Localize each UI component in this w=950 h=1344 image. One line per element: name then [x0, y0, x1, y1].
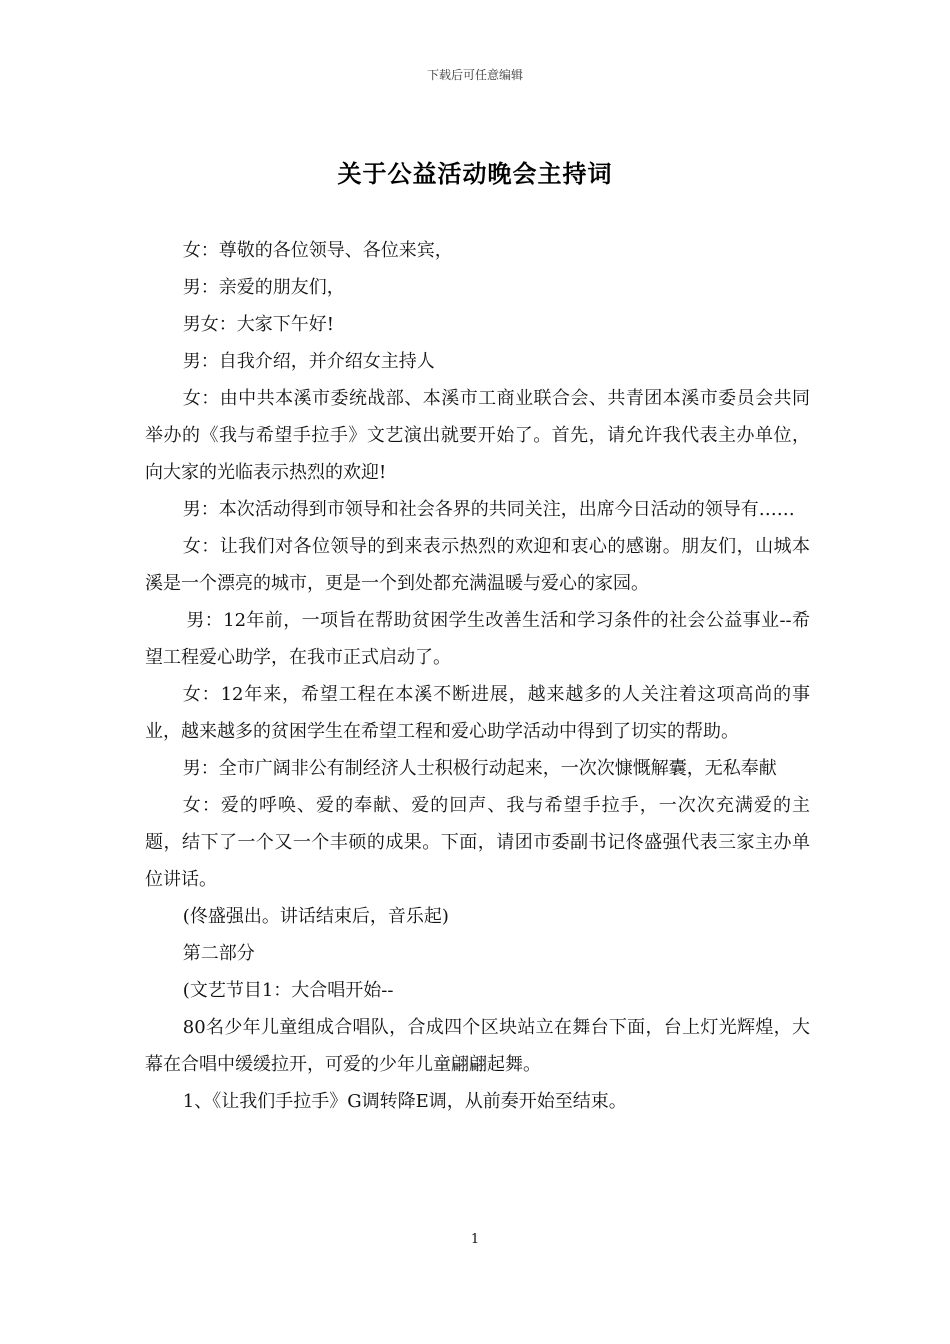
header-note: 下载后可任意编辑	[426, 68, 523, 82]
paragraph: 女：尊敬的各位领导、各位来宾，	[182, 240, 453, 261]
section-heading: 第二部分	[182, 943, 255, 964]
paragraph: 男：自我介绍，并介绍女主持人	[182, 351, 435, 372]
paragraph: 80名少年儿童组成合唱队，合成四个区块站立在舞台下面，台上灯光辉煌，大幕在合唱中缓缓拉开，可爱的少年儿童翩翩起舞。	[145, 1017, 810, 1075]
document-body	[145, 232, 810, 1120]
paragraph: 男：全市广阔非公有制经济人士积极行动起来，一次次慷慨解囊，无私奉献	[182, 758, 777, 779]
paragraph: 女：12年来，希望工程在本溪不断进展，越来越多的人关注着这项高尚的事业，越来越多的贫困学生在希望工程和爱心助学活动中得到了切实的帮助。	[145, 684, 810, 742]
document-title: 关于公益活动晚会主持词	[337, 159, 613, 188]
paragraph: 男：亲爱的朋友们，	[182, 277, 345, 298]
paragraph: 男：12年前，一项旨在帮助贫困学生改善生活和学习条件的社会公益事业--希望工程爱心助学，在我市正式启动了。	[145, 610, 810, 668]
paragraph: 男：本次活动得到市领导和社会各界的共同关注，出席今日活动的领导有……	[182, 499, 795, 520]
paragraph: (佟盛强出。讲话结束后，音乐起)	[182, 906, 449, 927]
paragraph: 女：由中共本溪市委统战部、本溪市工商业联合会、共青团本溪市委员会共同举办的《我与希望手拉手》文艺演出就要开始了。首先，请允许我代表主办单位，向大家的光临表示热烈的欢迎!	[145, 388, 810, 483]
page-number: 1	[470, 1232, 480, 1247]
paragraph: 男女：大家下午好!	[182, 314, 335, 335]
paragraph: 女：让我们对各位领导的到来表示热烈的欢迎和衷心的感谢。朋友们，山城本溪是一个漂亮的城市，更是一个到处都充满温暖与爱心的家园。	[145, 536, 810, 594]
paragraph: 1、《让我们手拉手》G调转降E调，从前奏开始至结束。	[182, 1091, 627, 1112]
paragraph: 女：爱的呼唤、爱的奉献、爱的回声、我与希望手拉手，一次次充满爱的主题，结下了一个又一个丰硕的成果。下面，请团市委副书记佟盛强代表三家主办单位讲话。	[145, 795, 810, 890]
paragraph: (文艺节目1：大合唱开始--	[182, 980, 394, 1001]
